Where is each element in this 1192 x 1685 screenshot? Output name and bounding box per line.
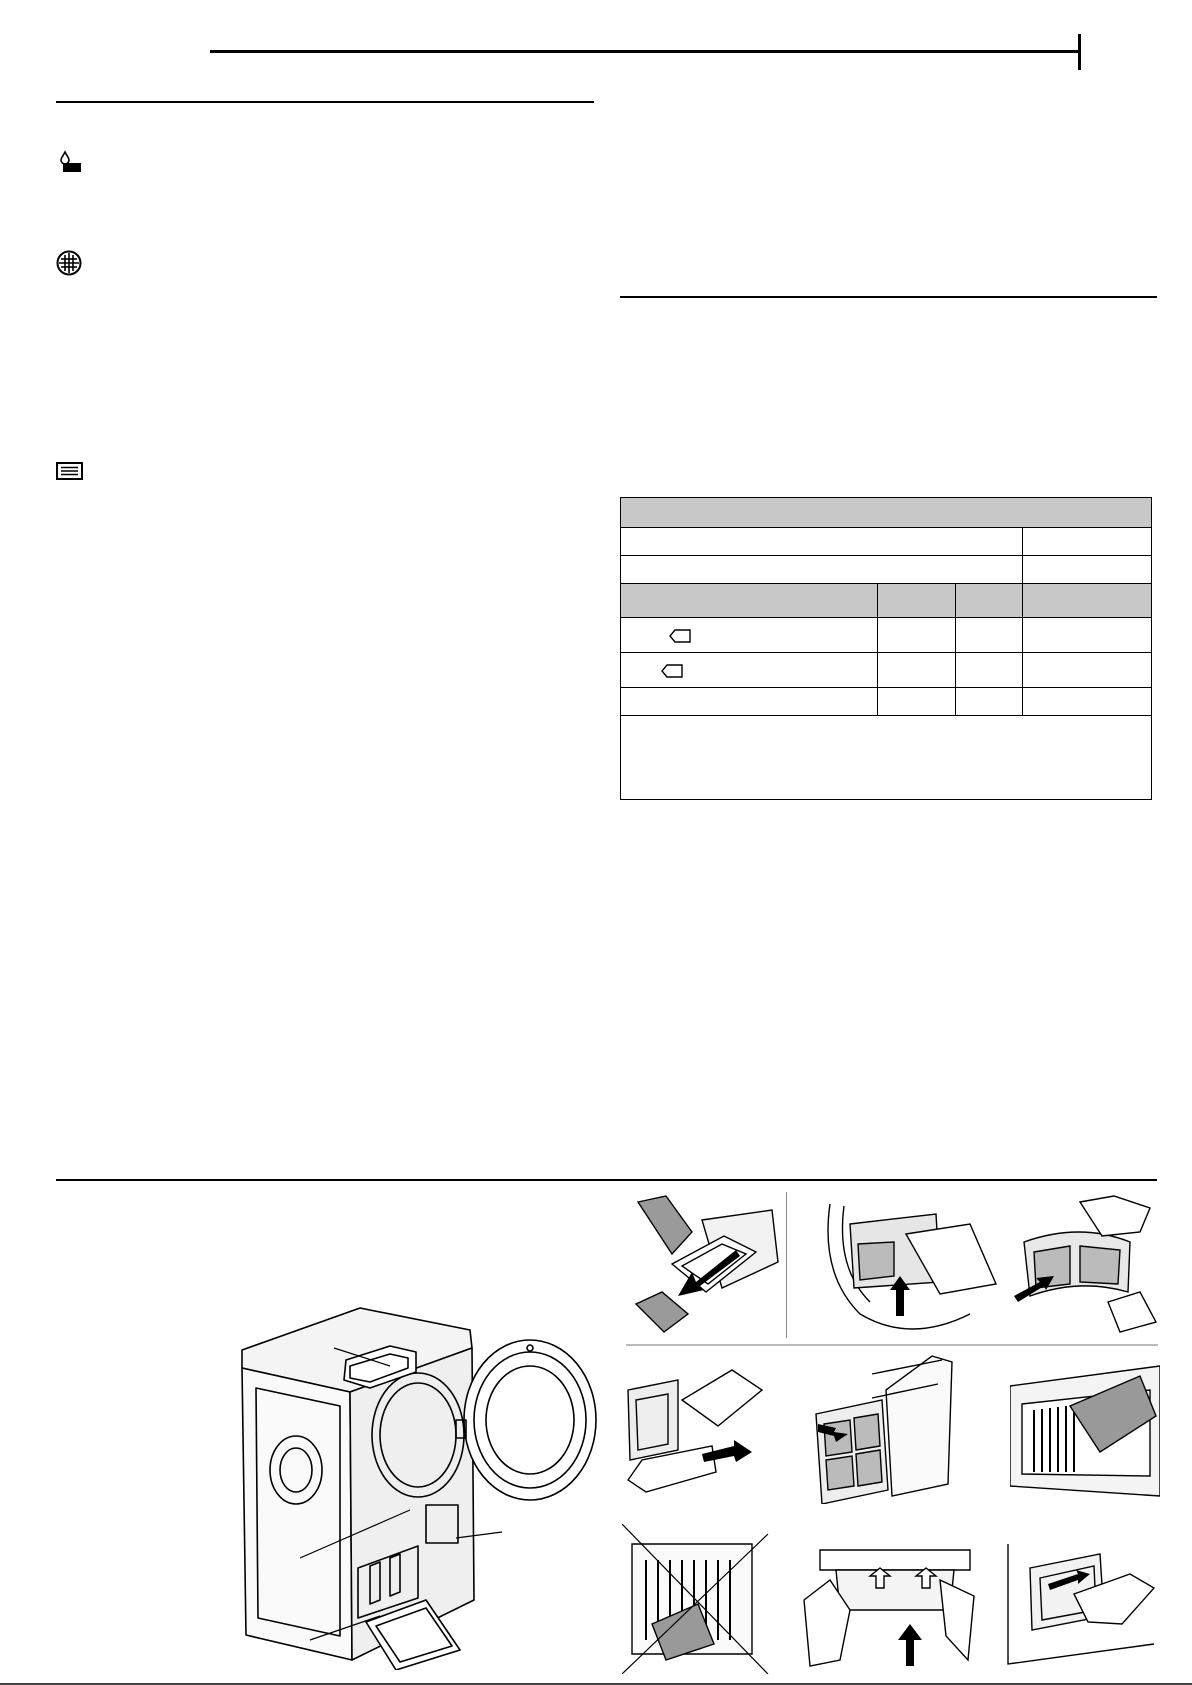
label-tag-icon: [661, 664, 683, 678]
lift-door-filter-step: [820, 1194, 1000, 1334]
table-cell: [955, 618, 1023, 653]
bottom-section-rule: [56, 1179, 1157, 1181]
label-tag-icon: [669, 629, 691, 643]
remove-plinth-filter-step: [622, 1360, 772, 1498]
table-header-row: [621, 498, 1152, 528]
table-cell: [955, 688, 1023, 716]
table-row: [621, 688, 1152, 716]
open-plinth-filter-step: [812, 1354, 962, 1504]
right-section-rule: [620, 296, 1157, 298]
table-note-row: [621, 716, 1152, 800]
close-plinth-step: [1004, 1544, 1160, 1670]
water-tank-icon: [56, 150, 84, 176]
table-row: [621, 528, 1152, 556]
table-subheader-cell: [955, 584, 1023, 618]
remove-water-tank-step: [632, 1192, 780, 1340]
header-tick: [1078, 34, 1081, 70]
table-cell: [1023, 556, 1152, 584]
table-subheader-cell: [878, 584, 956, 618]
clean-condenser-step: [1010, 1356, 1160, 1500]
left-section-rule: [56, 101, 594, 103]
reinsert-filter-step: [800, 1540, 980, 1670]
header-rule: [210, 50, 1080, 53]
table-cell: [621, 653, 878, 688]
dryer-open-door-illustration: [230, 1300, 610, 1670]
table-cell: [878, 688, 956, 716]
table-cell: [1023, 688, 1152, 716]
table-subheader-row: [621, 584, 1152, 618]
table-cell: [621, 528, 1023, 556]
table-cell: [878, 618, 956, 653]
table-cell: [1023, 528, 1152, 556]
table-cell: [621, 618, 878, 653]
table-cell: [1023, 653, 1152, 688]
table-row: [621, 653, 1152, 688]
table-cell: [621, 688, 878, 716]
spec-table: [620, 497, 1152, 800]
table-note-cell: [621, 716, 1152, 800]
table-cell: [955, 653, 1023, 688]
display-lines-icon: [56, 462, 84, 480]
table-row: [621, 618, 1152, 653]
wipe-condenser-step: [622, 1524, 772, 1674]
table-row: [621, 556, 1152, 584]
filter-grid-icon: [56, 250, 82, 276]
table-subheader-cell: [1023, 584, 1152, 618]
clean-door-filter-step: [1010, 1192, 1160, 1340]
table-cell: [878, 653, 956, 688]
table-header-cell: [621, 498, 1152, 528]
step-divider: [786, 1192, 787, 1338]
table-cell: [1023, 618, 1152, 653]
table-cell: [621, 556, 1023, 584]
table-subheader-cell: [621, 584, 878, 618]
step-row-divider: [626, 1344, 1158, 1346]
